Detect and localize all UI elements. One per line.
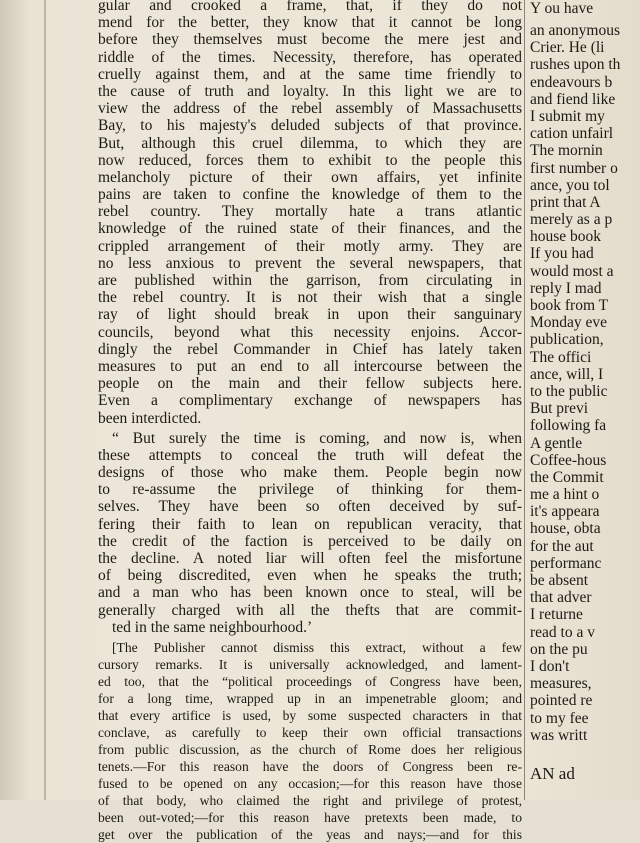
text-line: performanc	[530, 554, 602, 572]
text-line: ray of light should break in upon their sanguinary	[98, 306, 522, 324]
text-line: and fiend like	[530, 90, 616, 108]
text-line: first number o	[530, 159, 618, 177]
text-line: for the aut	[530, 537, 594, 555]
text-line: to re-assume the privilege of thinking for them-	[98, 481, 522, 499]
text-line: be absent	[530, 572, 589, 589]
text-line: Crier. He (li	[530, 39, 605, 57]
column-rule	[524, 0, 525, 800]
text-line: the Commit	[530, 468, 604, 486]
text-line: that adver	[530, 589, 592, 607]
note-line: cursory remarks. It is universally acknowledged, and lament-	[98, 656, 522, 672]
text-line: read to a v	[530, 623, 595, 641]
text-line: But previ	[530, 400, 589, 418]
text-line: designs of those who make them. People begin now	[98, 464, 522, 482]
text-line: ted in the same neighbourhood.’	[112, 618, 313, 636]
text-line: The offici	[530, 348, 592, 366]
note-line: for a long time, wrapped up in an impenetrable gloom; and	[98, 690, 522, 706]
text-line: book from T	[530, 297, 609, 314]
text-line: melancholy picture of their own affairs, yet infinite	[98, 168, 522, 186]
text-line: councils, beyond what this necessity enjoins. Accor-	[98, 323, 522, 341]
text-line: measures to put an end to all intercourse between the	[98, 357, 522, 375]
text-line: A gentle	[530, 434, 583, 452]
text-line: been interdicted.	[98, 409, 202, 427]
text-line: I returne	[530, 606, 583, 624]
text-line: me a hint o	[530, 486, 600, 504]
paragraph-1	[98, 0, 522, 427]
text-line: the decline. A noted liar will often feel the misfortune	[98, 550, 522, 567]
text-line: Coffee-hous	[530, 451, 607, 469]
text-line: riddle of the times. Necessity, therefore, has operated	[98, 48, 522, 66]
text-line: before they themselves must become the mere jest and	[98, 31, 522, 49]
text-line: people on the main and their fellow subjects here.	[98, 375, 522, 393]
text-line: would most a	[530, 262, 614, 280]
text-line: cation unfairl	[530, 125, 614, 143]
text-line: the cause of truth and loyalty. In this light we are to	[98, 82, 522, 100]
text-line: dingly the rebel Commander in Chief has lately taken	[98, 340, 522, 358]
text-line: cruelly against them, and at the same time friendly to	[98, 65, 522, 83]
text-line: house book	[530, 228, 602, 246]
text-line: I don't	[530, 657, 570, 675]
text-line: measures,	[530, 675, 592, 693]
text-line: house, obta	[530, 520, 601, 538]
text-line: The mornin	[530, 142, 603, 160]
text-line: Even a complimentary exchange of newspapers has	[98, 392, 522, 410]
note-line: tenets.—For this reason have the doors of Congress been re-	[98, 758, 522, 774]
text-line: pointed re	[530, 692, 593, 710]
text-line: view the address of the rebel assembly of Massachusetts	[98, 100, 522, 118]
text-line: was writt	[530, 726, 588, 744]
main-column	[98, 0, 522, 843]
note-line: get over the publication of the yeas and nays;—and for this	[98, 826, 522, 842]
text-line: endeavours b	[530, 73, 613, 91]
text-line: If you had	[530, 245, 594, 263]
text-line: rushes upon th	[530, 56, 621, 74]
text-line: are published within the garrison, from circulating in	[98, 272, 522, 289]
text-line: now reduced, forces them to exhibit to the people this	[98, 151, 522, 169]
note-line: conclave, as carefully to keep their own official transactions	[98, 724, 522, 740]
text-line: ance, you tol	[530, 176, 610, 194]
note-line: been out-voted;—for this reason have pretexts been made, to	[98, 809, 522, 825]
note-line: fused to be opened on any occasion;—for this reason have those	[98, 775, 522, 791]
right-column	[530, 0, 640, 782]
text-line: reply I mad	[530, 279, 602, 297]
text-line: pains are taken to confine the knowledge of them to the	[98, 186, 522, 204]
publisher-note	[98, 639, 522, 843]
text-line: generally charged with all the thefts that are commit-	[98, 601, 522, 619]
text-line: gular and crooked a frame, that, if they do not	[98, 0, 522, 14]
text-line: on the pu	[530, 640, 588, 658]
text-line	[530, 744, 640, 761]
page-fold-shadow	[44, 0, 46, 800]
text-line: publication,	[530, 331, 604, 349]
text-line: knowledge of the ruined state of their finances, and the	[98, 220, 522, 238]
note-line: that every artifice is used, by some suspected characters in that	[98, 707, 522, 723]
text-line: and a man who has been known once to steal, will be	[98, 584, 522, 602]
text-line: print that A	[530, 193, 601, 211]
text-line: to my fee	[530, 709, 589, 727]
text-line: AN ad	[530, 764, 575, 784]
text-line: these attempts to conceal the truth will defeat the	[98, 446, 522, 464]
text-line: following fa	[530, 417, 607, 435]
text-line: the credit of the faction is perceived to be daily on	[98, 532, 522, 550]
text-line: mend for the better, they know that it cannot be long	[98, 14, 522, 32]
text-line: of being discredited, even when he speaks the truth;	[98, 567, 522, 585]
text-line: an anonymous	[530, 22, 620, 39]
text-line: “ But surely the time is coming, and now is, when	[112, 429, 522, 447]
text-line: the rebel country. It is not their wish that a single	[98, 289, 522, 307]
text-line: rebel country. They mortally hate a trans atlantic	[98, 203, 522, 221]
text-line: merely as a p	[530, 211, 613, 229]
text-line: But, although this cruel dilemma, to which they are	[98, 134, 522, 152]
text-line: it's appeara	[530, 503, 600, 521]
text-line: I submit my	[530, 107, 605, 125]
text-line: Monday eve	[530, 314, 608, 332]
note-line: [The Publisher cannot dismiss this extract, without a few	[112, 639, 522, 655]
text-line: fering their faith to lean on republican veracity, that	[98, 515, 522, 533]
text-line: no less anxious to prevent the several newspapers, that	[98, 254, 522, 272]
text-line: crippled arrangement of their motly army. They are	[98, 237, 522, 255]
note-line: from public discussion, as the church of Rome does her religious	[98, 741, 522, 757]
text-line: selves. They have been so often deceived by suf-	[98, 498, 522, 516]
note-line: ed too, that the “political proceedings of Congress have been,	[98, 673, 522, 689]
text-line: Y ou have	[530, 0, 594, 17]
paragraph-2	[98, 430, 522, 636]
text-line: Bay, to his majesty's deluded subjects of that province.	[98, 117, 522, 135]
note-line: of that body, who claimed the right and privilege of protest,	[98, 792, 522, 808]
text-line: ance, will, I	[530, 365, 604, 383]
text-line: to the public	[530, 382, 608, 400]
